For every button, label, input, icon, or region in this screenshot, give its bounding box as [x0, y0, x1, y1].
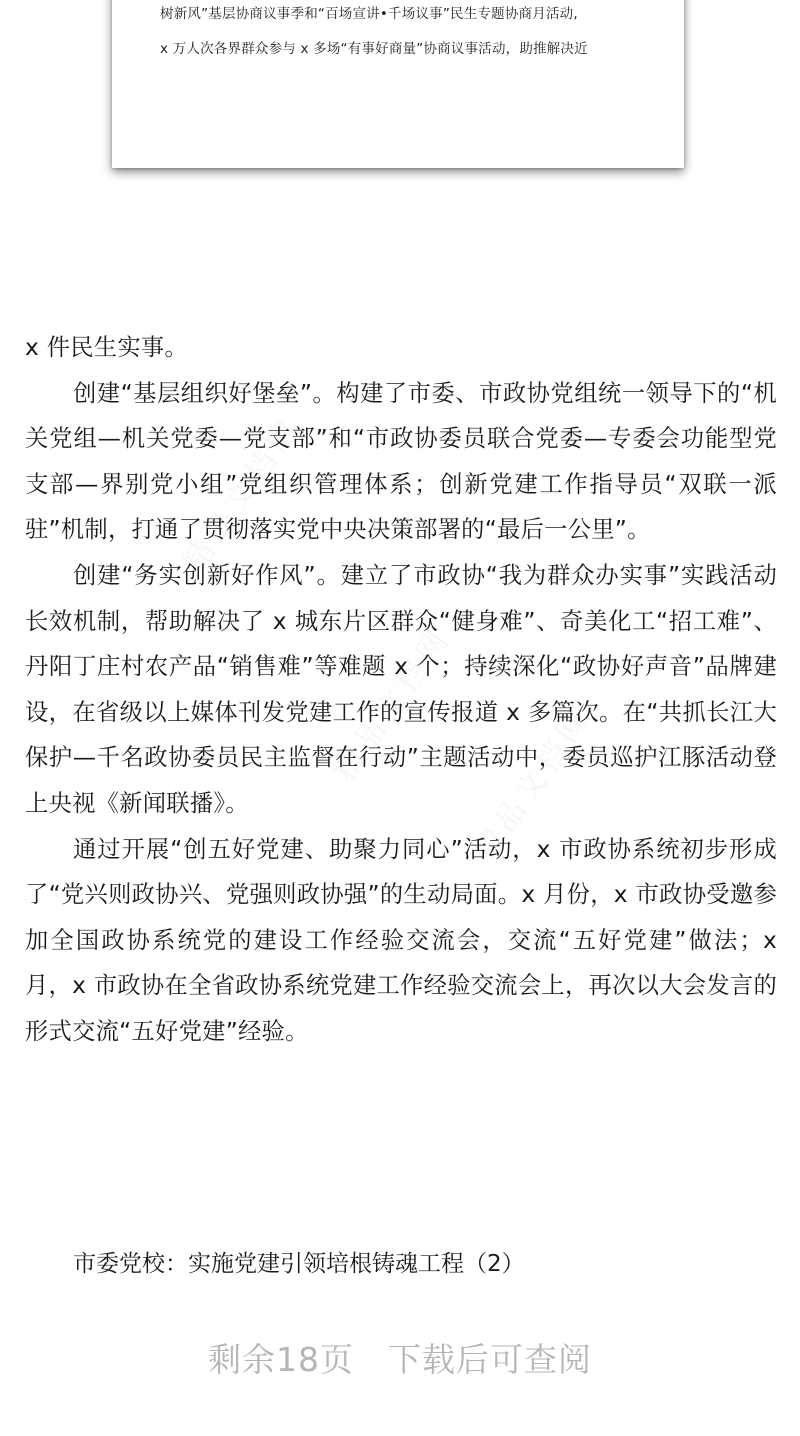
paragraph-2: 创建“基层组织好堡垒”。构建了市委、市政协党组统一领导下的“机关党组—机关党委—党支部”和“市政协委员联合党委—专委会功能型党支部—界别党小组”党组织管理体系；创新党建工作指导员“双联一派驻”机制，打通了贯彻落实党中央决策部署的“最后一公里”。	[25, 379, 777, 544]
article-body	[25, 325, 777, 1055]
paragraph-4: 通过开展“创五好党建、助聚力同心”活动，x 市政协系统初步形成了“党兴则政协兴、党强则政协强”的生动局面。x 月份，x 市政协受邀参加全国政协系统党的建设工作经验交流会，交流“五好党建”做法；x 月，x 市政协在全省政协系统党建工作经验交流会上，再次以大会发言的形式交流“五好党建”经验。	[25, 835, 777, 1045]
preview-line-1: 树新风”基层协商议事季和“百场宣讲•千场议事”民生专题协商月活动,	[160, 6, 578, 22]
download-more-banner[interactable]: 剩余18页 下载后可查阅	[208, 1340, 592, 1379]
preview-line-2: x 万人次各界群众参与 x 多场“有事好商量”协商议事活动，助推解决近	[160, 41, 588, 57]
page-preview-card	[112, 0, 684, 168]
section-title: 市委党校：实施党建引领培根铸魂工程（2）	[73, 1251, 525, 1277]
watermark: 精品文档网	[176, 410, 309, 578]
watermark: 精品文档网	[466, 700, 599, 868]
paragraph-1: x 件民生实事。	[25, 334, 188, 361]
paragraph-3: 创建“务实创新好作风”。建立了市政协“我为群众办实事”实践活动长效机制，帮助解决了 x 城东片区群众“健身难”、奇美化工“招工难”、丹阳丁庄村农产品“销售难”等难题 x 个；持续深化“政协好声音”品牌建设，在省级以上媒体刊发党建工作的宣传报道 x 多篇次。在“共抓长江大保护—千名政协委员民主监督在行动”主题活动中，委员巡护江豚活动登上央视《新闻联播》。	[25, 561, 777, 817]
watermark: 精品文档网	[326, 620, 459, 788]
